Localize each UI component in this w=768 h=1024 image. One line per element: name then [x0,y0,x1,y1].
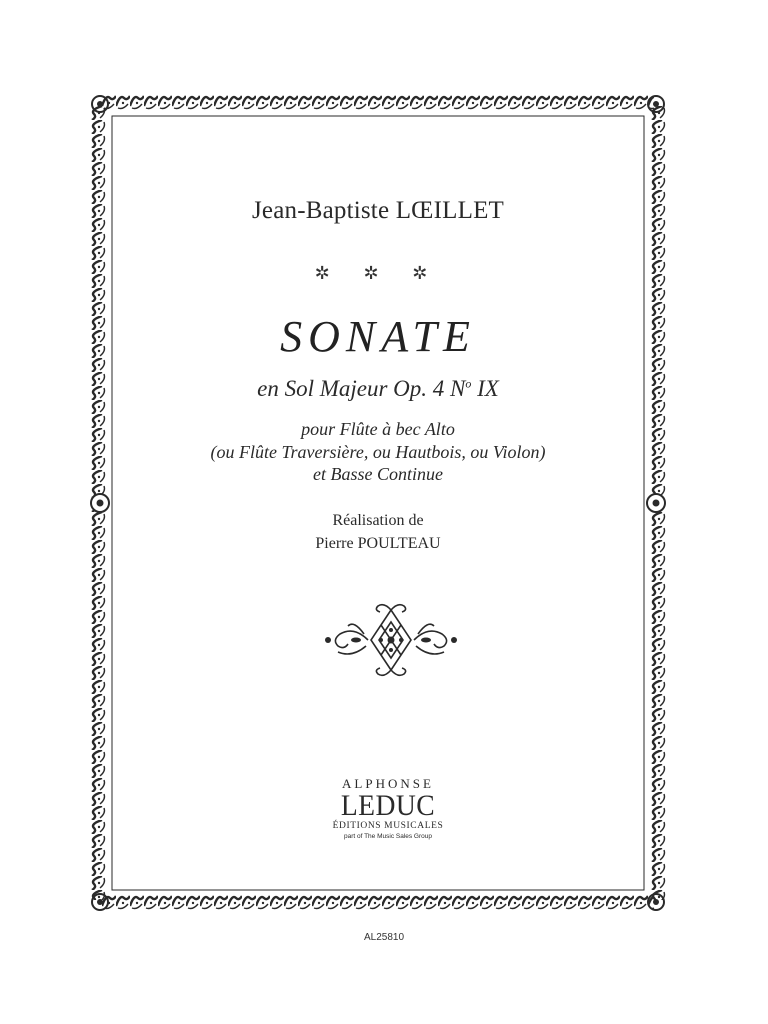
arranger-name [122,535,634,553]
arranger-first-name: Pierre [315,535,354,552]
composer-name [122,197,634,225]
number-abbrev-sup: o [465,376,472,391]
composer-last-name: LŒILLET [395,197,505,224]
composer-first-names: Jean-Baptiste [251,197,390,224]
instrumentation-line: pour Flûte à bec Alto [301,419,455,439]
key-text: en Sol Majeur Op. 4 N [257,376,466,401]
key-and-opus [122,376,634,402]
instrumentation-line: (ou Flûte Traversière, ou Hautbois, ou Violon) [210,442,546,462]
publisher-logo [318,776,458,841]
page-title: SONATE [280,312,476,361]
cover-content [122,126,634,880]
realisation-label: Réalisation de [332,512,424,529]
publisher-name: LEDUC [340,789,436,822]
publisher-tagline: ÉDITIONS MUSICALES [332,821,444,831]
publisher-group: part of The Music Sales Group [343,833,433,840]
arranger-last-name: POULTEAU [357,535,441,552]
catalog-number: AL25810 [363,932,405,943]
floral-ornament-icon [318,600,464,680]
opus-numeral: IX [471,376,499,401]
instrumentation-line: et Basse Continue [313,464,443,484]
star-ornaments: ✲ ✲ ✲ [314,263,442,284]
publisher-first-name: ALPHONSE [342,776,434,791]
